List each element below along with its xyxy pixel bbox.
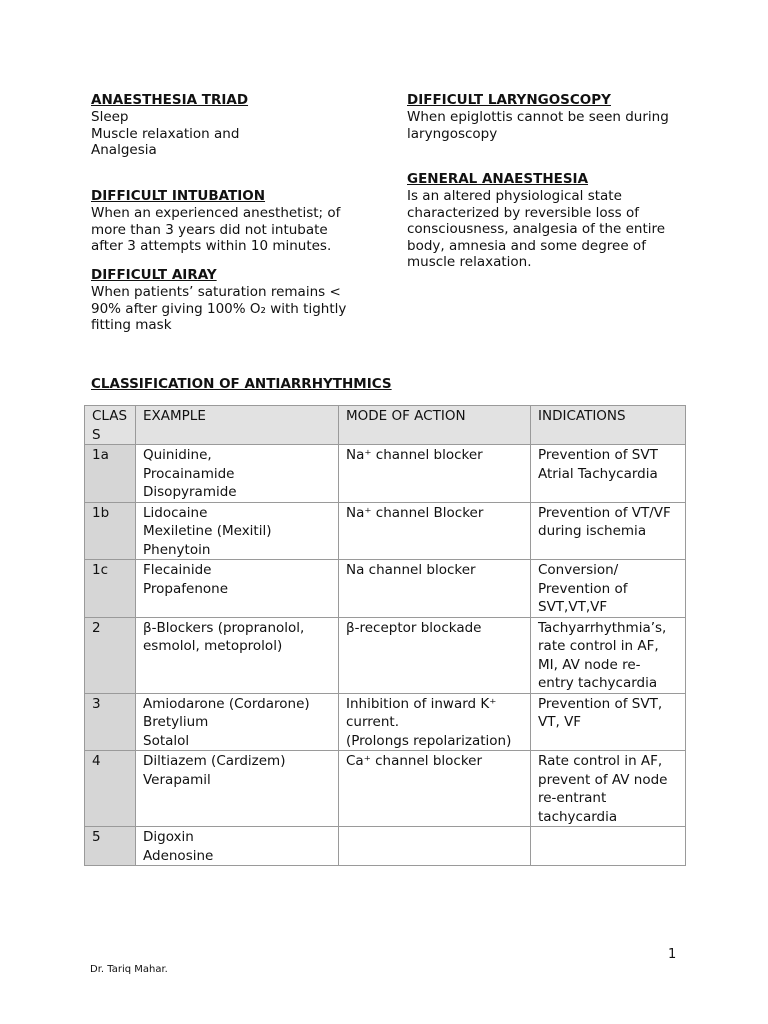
cell-text-line: Ca⁺ channel blocker	[346, 753, 483, 769]
section-text-line: muscle relaxation.	[407, 254, 532, 270]
section-heading: ANAESTHESIA TRIAD	[91, 92, 249, 108]
cell-text-line: re-entrant	[538, 790, 607, 806]
class-cell	[85, 827, 136, 866]
section-difficult-laryngoscopy	[407, 92, 697, 142]
example-cell	[136, 445, 339, 503]
section-text-line: fitting mask	[91, 317, 172, 333]
indications-cell	[531, 445, 686, 503]
mode-of-action-cell	[339, 693, 531, 751]
cell-text-line: (Prolongs repolarization)	[346, 732, 512, 749]
section-difficult-airay	[91, 267, 381, 334]
cell-text-line: Procainamide	[143, 465, 235, 482]
indications-cell	[531, 827, 686, 866]
header-indications	[531, 406, 686, 445]
cell-text-line: 3	[92, 695, 101, 712]
cell-text-line: CLAS	[92, 408, 128, 424]
cell-text-line: MODE OF ACTION	[346, 408, 466, 424]
class-cell	[85, 617, 136, 693]
indications-cell	[531, 617, 686, 693]
section-heading: GENERAL ANAESTHESIA	[407, 171, 589, 187]
section-heading: DIFFICULT LARYNGOSCOPY	[407, 92, 611, 108]
cell-text-line: Disopyramide	[143, 484, 237, 500]
cell-text-line: Prevention of	[538, 580, 628, 597]
section-text-line: characterized by reversible loss of	[407, 204, 639, 221]
cell-text-line: Na⁺ channel blocker	[346, 447, 483, 463]
cell-text-line: Flecainide	[143, 562, 212, 578]
cell-text-line: Prevention of VT/VF	[538, 504, 671, 521]
cell-text-line: Amiodarone (Cordarone)	[143, 695, 310, 712]
table-row	[85, 751, 686, 827]
example-cell	[136, 693, 339, 751]
section-text-line: Analgesia	[91, 142, 157, 158]
example-cell	[136, 560, 339, 618]
section-difficult-intubation	[91, 188, 381, 255]
cell-text-line: Phenytoin	[143, 541, 211, 558]
table-row	[85, 827, 686, 866]
table-row	[85, 693, 686, 751]
cell-text-line: Verapamil	[143, 771, 211, 788]
cell-text-line: SVT,VT,VF	[538, 599, 608, 615]
cell-text-line: Mexiletine (Mexitil)	[143, 523, 272, 539]
cell-text-line: VT, VF	[538, 714, 582, 730]
cell-text-line: S	[92, 426, 101, 443]
mode-of-action-cell	[339, 827, 531, 866]
cell-text-line: β-receptor blockade	[346, 619, 482, 636]
mode-of-action-cell	[339, 560, 531, 618]
mode-of-action-cell	[339, 445, 531, 503]
cell-text-line: Rate control in AF,	[538, 753, 663, 769]
cell-text-line: esmolol, metoprolol)	[143, 638, 283, 654]
section-text-line: consciousness, analgesia of the entire	[407, 221, 666, 237]
class-cell	[85, 751, 136, 827]
table-title: CLASSIFICATION OF ANTIARRHYTHMICS	[91, 376, 392, 392]
section-heading: DIFFICULT INTUBATION	[91, 188, 266, 204]
cell-text-line: 1a	[92, 447, 109, 463]
indications-cell	[531, 693, 686, 751]
mode-of-action-cell	[339, 617, 531, 693]
example-cell	[136, 751, 339, 827]
cell-text-line: 4	[92, 753, 101, 769]
cell-text-line: Inhibition of inward K⁺	[346, 695, 497, 712]
section-text-line: laryngoscopy	[407, 125, 498, 142]
table-row	[85, 502, 686, 560]
cell-text-line: INDICATIONS	[538, 408, 626, 424]
cell-text-line: Propafenone	[143, 580, 228, 597]
cell-text-line: Atrial Tachycardia	[538, 465, 658, 482]
cell-text-line: Quinidine,	[143, 447, 212, 463]
cell-text-line: Na⁺ channel Blocker	[346, 504, 484, 521]
indications-cell	[531, 560, 686, 618]
cell-text-line: Diltiazem (Cardizem)	[143, 753, 286, 769]
example-cell	[136, 617, 339, 693]
header-mode-of-action	[339, 406, 531, 445]
table-row	[85, 445, 686, 503]
cell-text-line: Na channel blocker	[346, 562, 476, 578]
cell-text-line: MI, AV node re-	[538, 656, 641, 673]
section-anaesthesia-triad	[91, 92, 381, 159]
cell-text-line: Bretylium	[143, 714, 209, 730]
section-text-line: 90% after giving 100% O₂ with tightly	[91, 300, 347, 317]
cell-text-line: β-Blockers (propranolol,	[143, 619, 305, 636]
table-row	[85, 617, 686, 693]
cell-text-line: 5	[92, 829, 101, 845]
section-general-anaesthesia	[407, 171, 697, 271]
cell-text-line: Prevention of SVT	[538, 447, 658, 463]
cell-text-line: Tachyarrhythmia’s,	[538, 619, 667, 636]
section-text-line: Is an altered physiological state	[407, 188, 622, 204]
header-example	[136, 406, 339, 445]
section-text-line: more than 3 years did not intubate	[91, 221, 328, 238]
cell-text-line: EXAMPLE	[143, 408, 206, 424]
indications-cell	[531, 751, 686, 827]
author-footer: Dr. Tariq Mahar.	[90, 964, 168, 975]
section-text-line: after 3 attempts within 10 minutes.	[91, 238, 332, 254]
table-header-row	[85, 406, 686, 445]
class-cell	[85, 502, 136, 560]
cell-text-line: current.	[346, 714, 399, 730]
class-cell	[85, 445, 136, 503]
class-cell	[85, 693, 136, 751]
table-row	[85, 560, 686, 618]
antiarrhythmics-table	[84, 405, 686, 866]
cell-text-line: prevent of AV node	[538, 771, 668, 788]
header-class	[85, 406, 136, 445]
table-body	[85, 445, 686, 866]
cell-text-line: 1b	[92, 504, 110, 521]
section-text-line: Muscle relaxation and	[91, 125, 240, 142]
example-cell	[136, 502, 339, 560]
cell-text-line: Prevention of SVT,	[538, 695, 663, 712]
indications-cell	[531, 502, 686, 560]
mode-of-action-cell	[339, 751, 531, 827]
section-text-line: When an experienced anesthetist; of	[91, 205, 341, 221]
section-heading: DIFFICULT AIRAY	[91, 267, 217, 283]
section-text-line: When epiglottis cannot be seen during	[407, 109, 669, 125]
cell-text-line: during ischemia	[538, 523, 647, 539]
section-text-line: body, amnesia and some degree of	[407, 237, 646, 254]
cell-text-line: Digoxin	[143, 829, 194, 845]
cell-text-line: entry tachycardia	[538, 675, 658, 691]
cell-text-line: rate control in AF,	[538, 638, 659, 654]
cell-text-line: Lidocaine	[143, 504, 208, 521]
cell-text-line: 1c	[92, 562, 109, 578]
mode-of-action-cell	[339, 502, 531, 560]
cell-text-line: Sotalol	[143, 732, 190, 749]
section-text-line: When patients’ saturation remains <	[91, 284, 341, 300]
cell-text-line: tachycardia	[538, 808, 618, 825]
section-text-line: Sleep	[91, 109, 129, 125]
page-number: 1	[668, 947, 677, 962]
class-cell	[85, 560, 136, 618]
cell-text-line: 2	[92, 619, 101, 636]
cell-text-line: Adenosine	[143, 847, 214, 864]
cell-text-line: Conversion/	[538, 562, 619, 578]
example-cell	[136, 827, 339, 866]
